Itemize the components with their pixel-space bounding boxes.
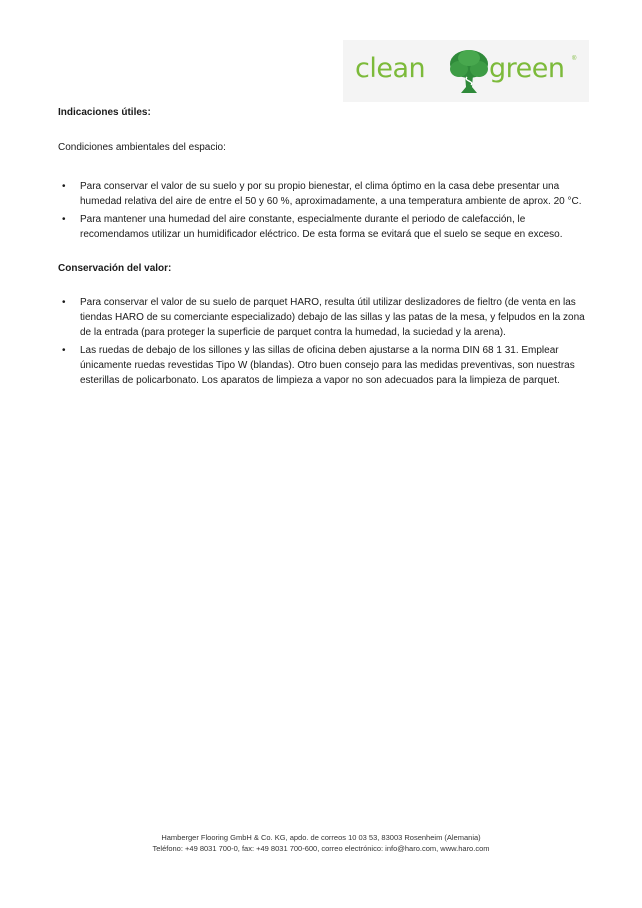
environment-bullet-list xyxy=(58,179,588,245)
section-heading-useful-tips: Indicaciones útiles: xyxy=(58,107,151,118)
bullet-dot: • xyxy=(62,214,66,225)
section-heading-value-conservation: Conservación del valor: xyxy=(58,263,172,274)
list-item-text: Las ruedas de debajo de los sillones y las sillas de oficina deben ajustarse a la norma DIN 68 1 31. Emplear únicamente ruedas revestidas Tipo W (blandas). Otro buen consejo para las medidas preventivas, son nuestras esterillas de policarbonato. Los aparatos de limpieza a vapor no son adecuados para la limpieza de parquet. xyxy=(80,345,575,386)
bullet-dot: • xyxy=(62,345,66,356)
logo-word-clean: clean xyxy=(355,53,426,84)
logo-word-green: green xyxy=(489,53,565,84)
conservation-bullet-list xyxy=(58,295,588,391)
bullet-dot: • xyxy=(62,181,66,192)
list-item xyxy=(58,343,588,388)
list-item-text: Para conservar el valor de su suelo de parquet HARO, resulta útil utilizar deslizadores de fieltro (de venta en las tiendas HARO de su comerciante especializado) debajo de las sillas y las patas de la mesa, y felpudos en la zona de la entrada (para proteger la superficie de parquet contra la humedad, la suciedad y la arena). xyxy=(80,297,585,338)
list-item xyxy=(58,212,588,242)
clean-green-logo xyxy=(343,40,589,102)
page-footer xyxy=(0,832,642,854)
bullet-dot: • xyxy=(62,297,66,308)
registered-mark: ® xyxy=(572,56,577,62)
footer-contact: Teléfono: +49 8031 700-0, fax: +49 8031 700-600, correo electrónico: info@haro.com, www.haro.com xyxy=(152,844,490,853)
tree-ampersand-icon xyxy=(447,47,491,95)
footer-address: Hamberger Flooring GmbH & Co. KG, apdo. de correos 10 03 53, 83003 Rosenheim (Alemania) xyxy=(161,833,481,842)
environment-conditions-intro: Condiciones ambientales del espacio: xyxy=(58,142,226,153)
list-item xyxy=(58,295,588,340)
list-item xyxy=(58,179,588,209)
list-item-text: Para mantener una humedad del aire constante, especialmente durante el periodo de calefacción, le recomendamos utilizar un humidificador eléctrico. De esta forma se evitará que el suelo se seque en exceso. xyxy=(80,214,563,240)
list-item-text: Para conservar el valor de su suelo y por su propio bienestar, el clima óptimo en la casa debe presentar una humedad relativa del aire de entre el 50 y 60 %, aproximadamente, a una temperatura ambiente de aprox. 20 °C. xyxy=(80,181,582,207)
